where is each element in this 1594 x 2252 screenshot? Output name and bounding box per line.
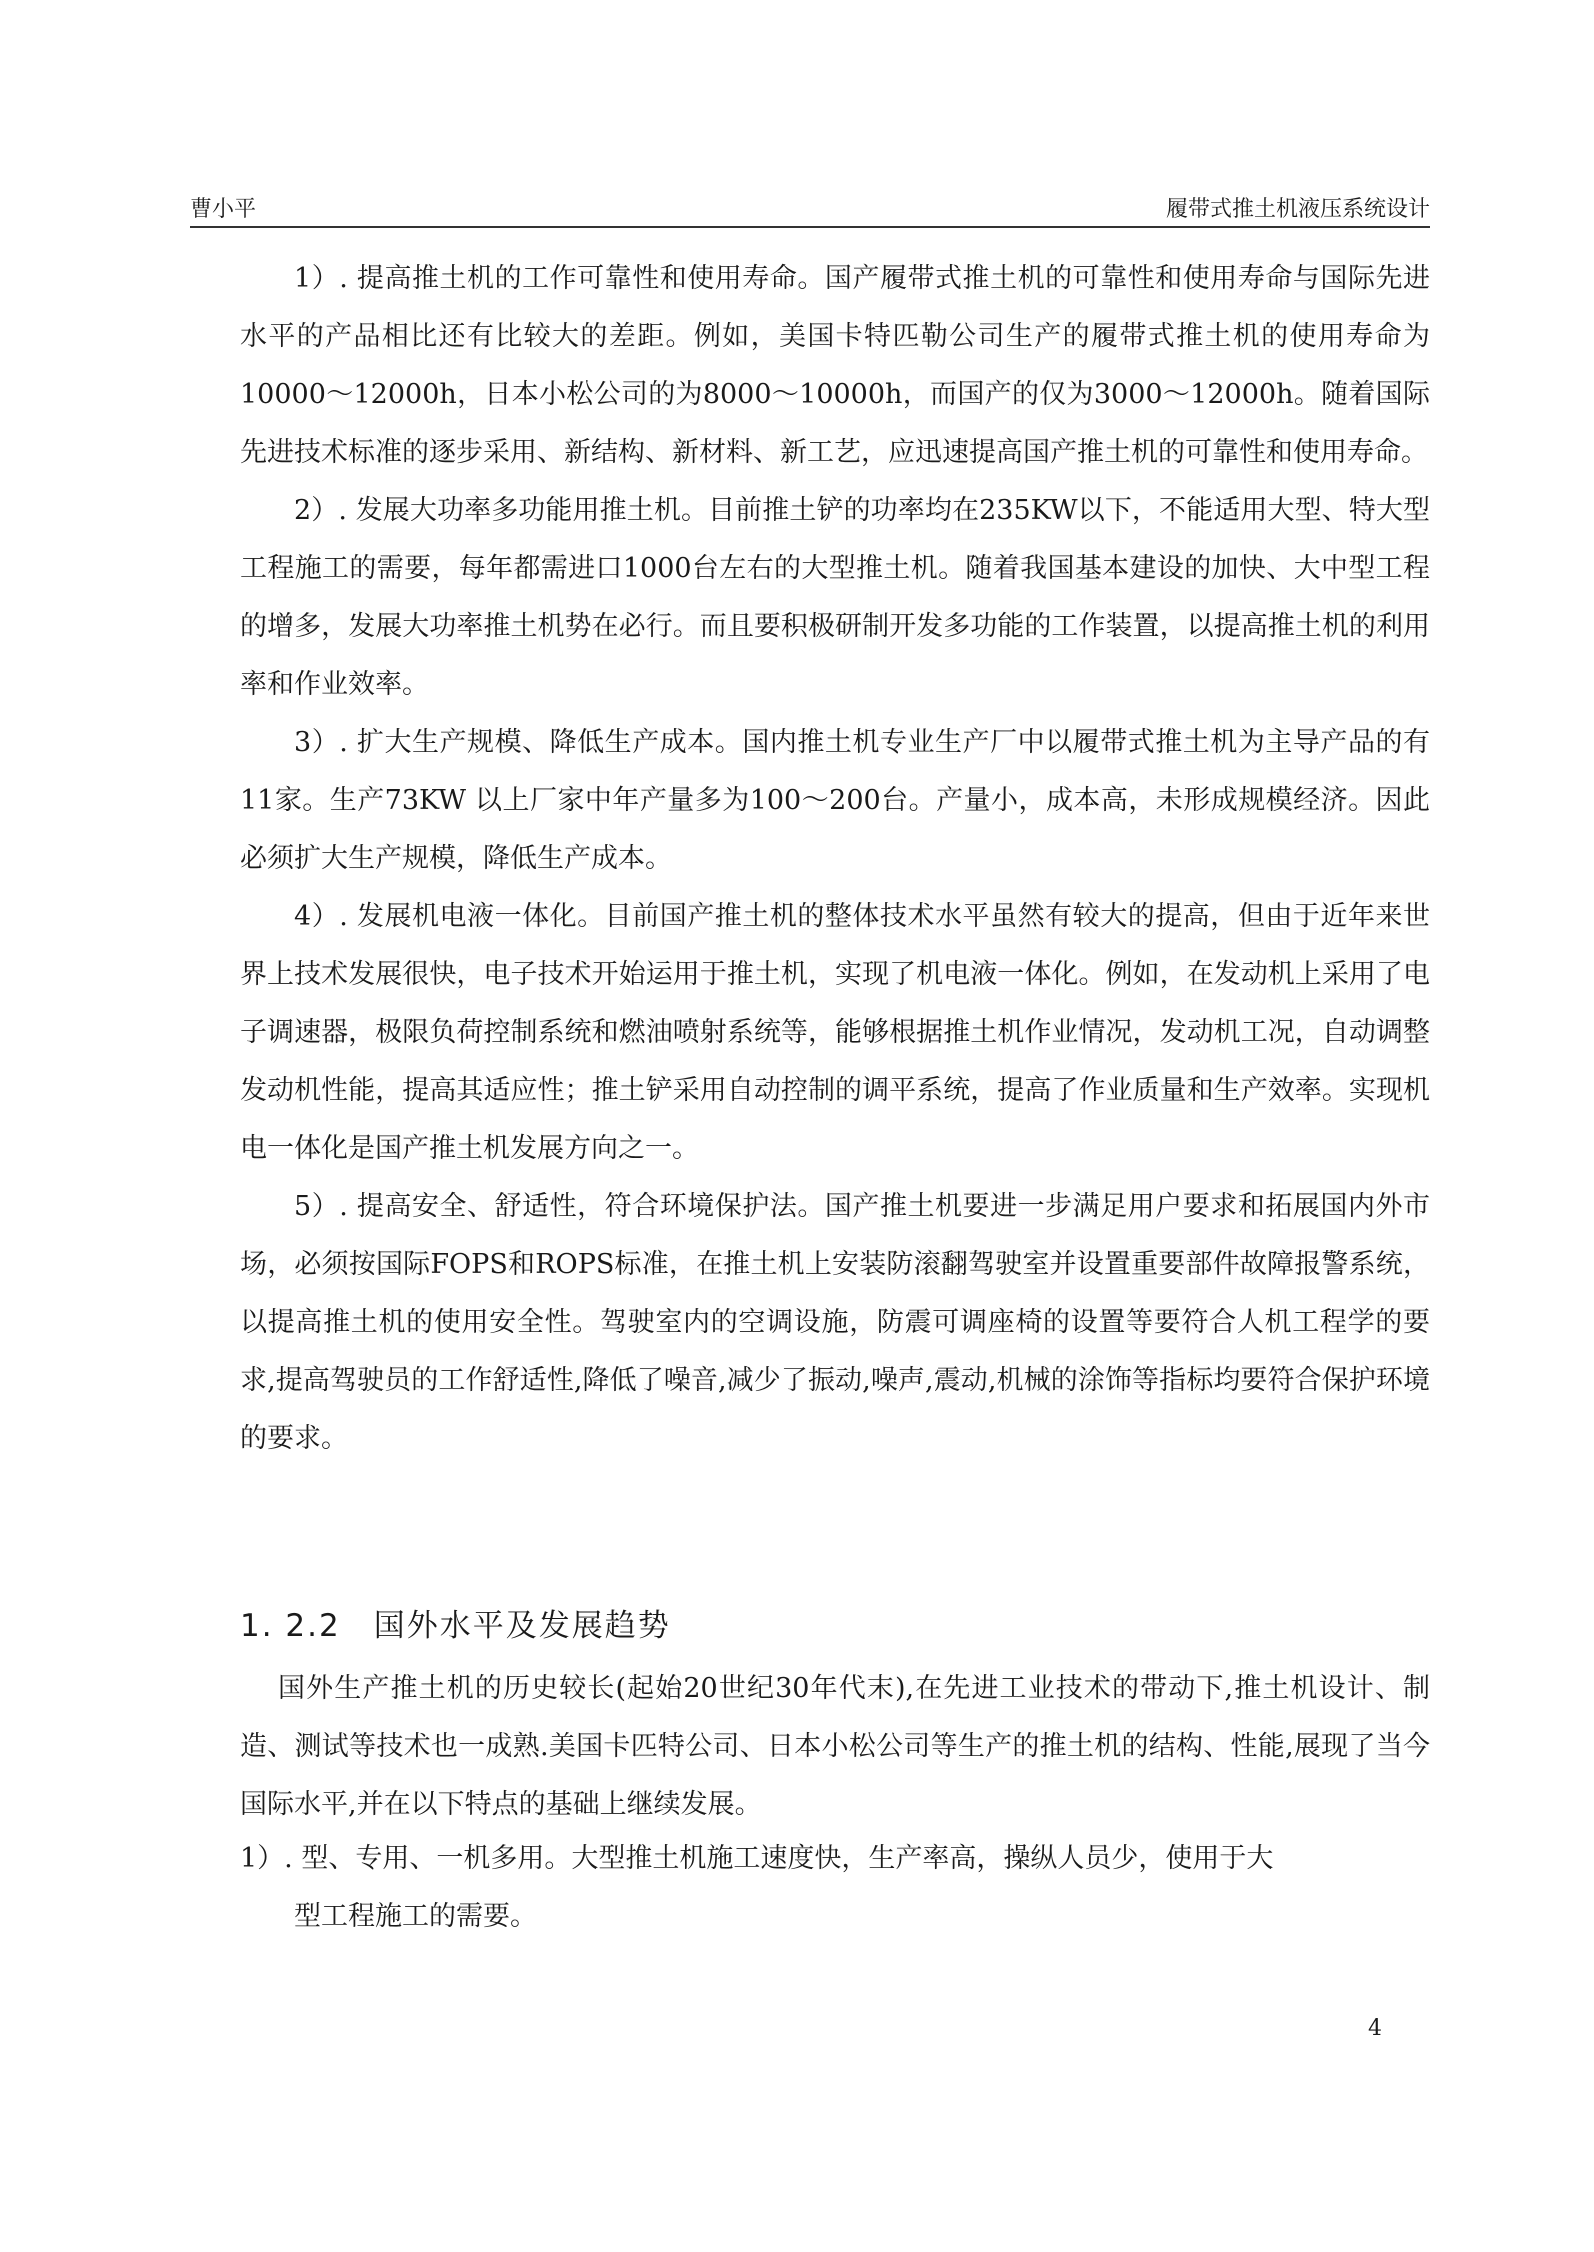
section-heading: 1. 2.2 国外水平及发展趋势 xyxy=(240,1608,671,1644)
paragraph-1: 1）. 提高推土机的工作可靠性和使用寿命。国产履带式推土机的可靠性和使用寿命与国际先进水平的产品相比还有比较大的差距。例如，美国卡特匹勒公司生产的履带式推土机的使用寿命为10000～12000h，日本小松公司的为8000～10000h，而国产的仅为3000～12000h。随着国际先进技术标准的逐步采用、新结构、新材料、新工艺，应迅速提高国产推土机的可靠性和使用寿命。 xyxy=(240,263,1430,468)
header-author: 曹小平 xyxy=(190,197,257,222)
page-number: 4 xyxy=(1368,2016,1382,2041)
section-intro: 国外生产推土机的历史较长(起始20世纪30年代末),在先进工业技术的带动下,推土机设计、制造、测试等技术也一成熟.美国卡匹特公司、日本小松公司等生产的推土机的结构、性能,展现了当今国际水平,并在以下特点的基础上继续发展。 xyxy=(240,1673,1430,1820)
paragraph-3: 3）. 扩大生产规模、降低生产成本。国内推土机专业生产厂中以履带式推土机为主导产品的有11家。生产73KW 以上厂家中年产量多为100～200台。产量小，成本高，未形成规模经济。因此必须扩大生产规模，降低生产成本。 xyxy=(240,727,1430,874)
list-item-1-line1: 1）. 型、专用、一机多用。大型推土机施工速度快，生产率高，操纵人员少，使用于大 xyxy=(240,1843,1274,1874)
header-title: 履带式推土机液压系统设计 xyxy=(1165,197,1430,222)
section-intro-block xyxy=(240,1660,1430,1834)
main-body xyxy=(240,250,1430,1468)
page-header xyxy=(190,186,1430,228)
paragraph-2: 2）. 发展大功率多功能用推土机。目前推土铲的功率均在235KW以下，不能适用大型、特大型工程施工的需要，每年都需进口1000台左右的大型推土机。随着我国基本建设的加快、大中型工程的增多，发展大功率推土机势在必行。而且要积极研制开发多功能的工作装置，以提高推土机的利用率和作业效率。 xyxy=(240,495,1430,700)
paragraph-4: 4）. 发展机电液一体化。目前国产推土机的整体技术水平虽然有较大的提高，但由于近年来世界上技术发展很快，电子技术开始运用于推土机，实现了机电液一体化。例如，在发动机上采用了电子调速器，极限负荷控制系统和燃油喷射系统等，能够根据推土机作业情况，发动机工况，自动调整发动机性能，提高其适应性；推土铲采用自动控制的调平系统，提高了作业质量和生产效率。实现机电一体化是国产推土机发展方向之一。 xyxy=(240,901,1430,1164)
paragraph-5: 5）. 提高安全、舒适性，符合环境保护法。国产推土机要进一步满足用户要求和拓展国内外市场，必须按国际FOPS和ROPS标准，在推土机上安装防滚翻驾驶室并设置重要部件故障报警系统，以提高推土机的使用安全性。驾驶室内的空调设施，防震可调座椅的设置等要符合人机工程学的要求,提高驾驶员的工作舒适性,降低了噪音,减少了振动,噪声,震动,机械的涂饰等指标均要符合保护环境的要求。 xyxy=(240,1191,1430,1454)
list-item-1 xyxy=(240,1830,1430,1946)
list-item-1-line2: 型工程施工的需要。 xyxy=(294,1901,537,1932)
